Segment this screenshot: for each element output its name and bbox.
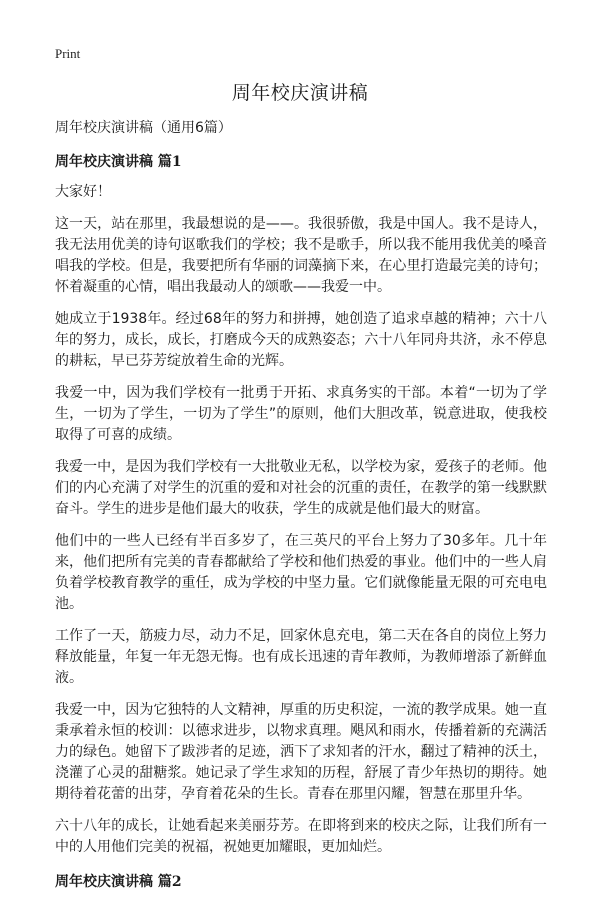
paragraph: 工作了一天，筋疲力尽，动力不足，回家休息充电，第二天在各自的岗位上努力释放能量，年复一年无怨无悔。也有成长迅速的青年教师，为教师增添了新鲜血液。 — [55, 628, 547, 686]
section-heading-2: 周年校庆演讲稿 篇2 — [55, 874, 182, 890]
print-label[interactable]: Print — [55, 46, 81, 61]
paragraph: 她成立于1938年。经过68年的努力和拼搏，她创造了追求卓越的精神；六十八年的努力，成长，成长，打磨成今天的成熟姿态；六十八年同舟共济，永不停息的耕耘，早已芬芳绽放着生命的光辉。 — [55, 311, 547, 369]
page-title: 周年校庆演讲稿 — [231, 82, 369, 104]
paragraph: 这一天，站在那里，我最想说的是——。我很骄傲，我是中国人。我不是诗人，我无法用优美的诗句讴歌我们的学校；我不是歌手，所以我不能用我优美的嗓音唱我的学校。但是，我要把所有华丽的词藻摘下来，在心里打造最完美的诗句；怀着凝重的心情，唱出我最动人的颂歌——我爱一中。 — [55, 216, 547, 295]
paragraph: 我爱一中，是因为我们学校有一大批敬业无私，以学校为家，爱孩子的老师。他们的内心充满了对学生的沉重的爱和对社会的沉重的责任，在教学的第一线默默奋斗。学生的进步是他们最大的收获，学生的成就是他们最大的财富。 — [55, 459, 547, 517]
paragraph: 六十八年的成长，让她看起来美丽芬芳。在即将到来的校庆之际，让我们所有一中的人用他们完美的祝福，祝她更加耀眼，更加灿烂。 — [55, 818, 547, 855]
section-heading-1: 周年校庆演讲稿 篇1 — [55, 154, 182, 170]
paragraph: 他们中的一些人已经有半百多岁了，在三英尺的平台上努力了30多年。几十年来，他们把所有完美的青春都献给了学校和他们热爱的事业。他们中的一些人肩负着学校教育教学的重任，成为学校的中坚力量。它们就像能量无限的可充电电池。 — [55, 533, 547, 612]
paragraph: 我爱一中，因为它独特的人文精神，厚重的历史积淀，一流的教学成果。她一直秉承着永恒的校训：以德求进步，以物求真理。飓风和雨水，传播着新的充满活力的绿色。她留下了跋涉者的足迹，洒下了求知者的汗水，翻过了精神的沃土，浇灌了心灵的甜糖浆。她记录了学生求知的历程，舒展了青少年热切的期待。她期待着花蕾的出芽，孕育着花朵的生长。青春在那里闪耀，智慧在那里升华。 — [55, 702, 547, 802]
paragraph: 我爱一中，因为我们学校有一批勇于开拓、求真务实的干部。本着“一切为了学生，一切为了学生，一切为了学生”的原则，他们大胆改革，锐意进取，使我校取得了可喜的成绩。 — [55, 385, 547, 443]
document-body — [55, 118, 547, 902]
paragraph-greeting: 大家好！ — [55, 184, 111, 200]
document-subtitle: 周年校庆演讲稿（通用6篇） — [55, 120, 232, 136]
